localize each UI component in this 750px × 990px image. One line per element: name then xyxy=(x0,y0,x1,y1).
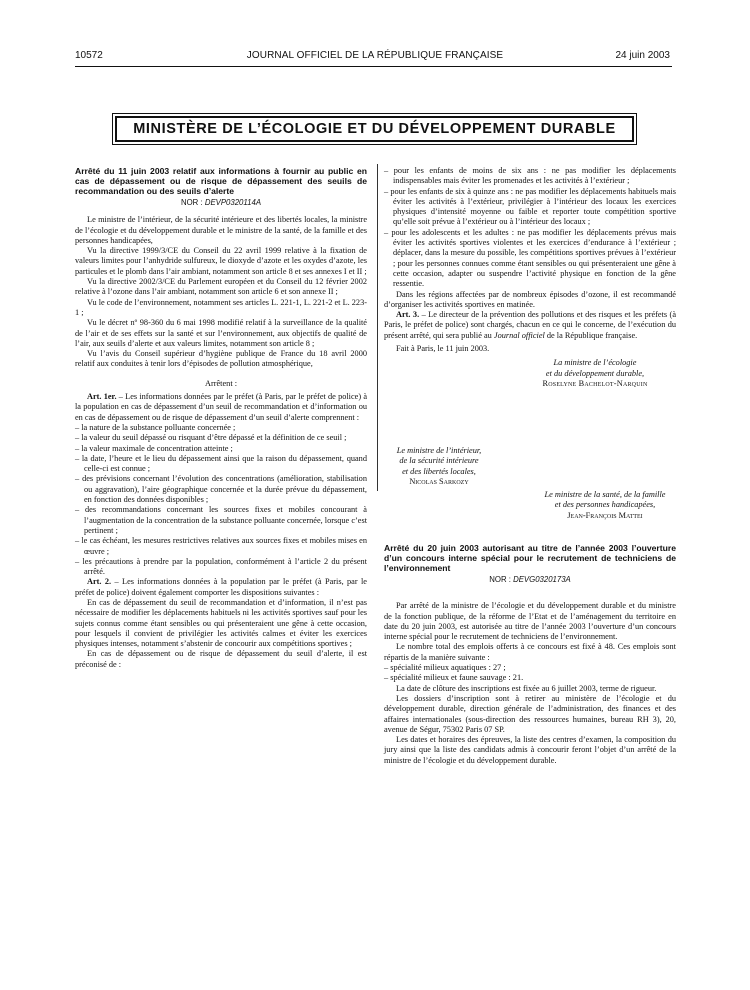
list-item: – spécialité milieux aquatiques : 27 ; xyxy=(384,663,676,673)
ministry-title: MINISTÈRE DE L’ÉCOLOGIE ET DU DÉVELOPPEMENT DURABLE xyxy=(133,121,616,137)
article-1-text: – Les informations données par le préfet (à Paris, par le préfet de police) à la population en cas de dépassement d’un seuil de recommandation et d’information ou en cas de dépassement ou de risque de dépassement d’un seuil d’alerte comprennent : xyxy=(75,392,368,422)
signature-ecologie xyxy=(514,358,676,389)
spacer xyxy=(384,592,676,601)
list-item: – pour les enfants de moins de six ans : ne pas modifier les déplacements indispensables mais éviter les promenades et les activités à l’extérieur ; xyxy=(384,166,676,187)
column-divider xyxy=(377,164,378,491)
signature-name: Jean-François Mattei xyxy=(567,510,643,520)
arrete1-title: Arrêté du 11 juin 2003 relatif aux informations à fournir au public en cas de dépassement ou de risque de dépassement des seuils de recommandation ou des seuils d’alerte xyxy=(75,166,367,196)
arrete2-paragraph: La date de clôture des inscriptions est fixée au 6 juillet 2003, terme de rigueur. xyxy=(396,683,657,693)
signature-sante xyxy=(480,490,730,521)
signature-role: Le ministre de la santé, de la famille xyxy=(544,490,666,499)
article-2-text: – Les informations données à la population par le préfet (à Paris, par le préfet de police) doivent également comporter les dispositions suivantes : xyxy=(75,577,367,597)
article-3-text-end: de la République française. xyxy=(544,330,638,340)
left-column xyxy=(75,166,367,670)
list-item: – les précautions à prendre par la population, conformément à l’article 2 du présent arrêté. xyxy=(75,557,367,578)
nor-label: NOR : xyxy=(489,575,511,584)
signature-role: et des personnes handicapées, xyxy=(554,500,656,510)
article-2-label: Art. 2. xyxy=(87,577,112,587)
list-item: – la valeur du seuil dépassé ou risquant d’être dépassé et la définition de ce seuil ; xyxy=(75,433,367,443)
nor-code: DEVG0320173A xyxy=(513,575,571,584)
page-number: 10572 xyxy=(75,50,103,61)
signature-interieur xyxy=(384,446,494,487)
preamble-paragraph: Vu la directive 1999/3/CE du Conseil du 22 avril 1999 relative à la fixation de valeurs limites pour l’anhydride sulfureux, le dioxyde d’azote et les oxydes d’azote, les particules et le plomb dans l’air ambiant, notamment son article 8 et ses annexes I et II ; xyxy=(75,246,367,276)
list-item: – des prévisions concernant l’évolution des concentrations (amélioration, stabilisation ou aggravation), l’aire géographique concernée et la durée prévue du dépassement, en fonction des données disponibles ; xyxy=(75,474,367,505)
journal-title: JOURNAL OFFICIEL DE LA RÉPUBLIQUE FRANÇAISE xyxy=(246,50,504,61)
preamble-paragraph: Le ministre de l’intérieur, de la sécurité intérieure et des libertés locales, la ministre de l’écologie et du développement durable et le ministre de la santé, de la famille et des personnes handicapées, xyxy=(75,215,367,245)
right-column xyxy=(384,166,676,389)
article-3 xyxy=(384,310,676,341)
preamble-paragraph: Vu la directive 2002/3/CE du Parlement européen et du Conseil du 12 février 2002 relative à l’ozone dans l’air ambiant, notamment son article 6 et son annexe II ; xyxy=(75,277,367,297)
arrete2-list xyxy=(384,663,676,684)
list-item: – la valeur maximale de concentration atteinte ; xyxy=(75,444,367,454)
article-3-text: – Le directeur de la prévention des pollutions et des risques et les préfets (à Paris, le préfet de police) sont chargés, chacun en ce qui le concerne, de l’exécution du présent arrêté, qui sera publié au xyxy=(384,310,677,340)
list-item: – la nature de la substance polluante concernée ; xyxy=(75,423,367,433)
article-2-list xyxy=(384,166,676,290)
article-3-journal: Journal officiel xyxy=(493,330,545,340)
arrete2-title: Arrêté du 20 juin 2003 autorisant au titre de l’année 2003 l’ouverture d’un concours interne spécial pour le recrutement de techniciens de l’environnement xyxy=(384,543,676,573)
list-item: – pour les enfants de six à quinze ans : ne pas modifier les déplacements habituels mais éviter les activités à l’extérieur, privilégier à l’intérieur des locaux les exercices physiques d’intensité moyenne ou faible et reporter toute compétition sportive qu’elle soit prévue à l’extérieur ou à l’intérieur des locaux ; xyxy=(384,187,676,228)
article-3-label: Art. 3. xyxy=(396,310,420,320)
nor-code: DEVP0320114A xyxy=(204,198,262,207)
signature-role: Le ministre de l’intérieur, xyxy=(396,446,482,455)
arrete2-section xyxy=(384,543,676,766)
issue-date: 24 juin 2003 xyxy=(615,50,670,61)
arrete2-paragraph: Les dates et horaires des épreuves, la liste des centres d’examen, la composition du jury ainsi que la liste des candidats admis à concourir feront l’objet d’un arrêté de la ministre de l’écologie et du développement durable. xyxy=(384,735,676,765)
signature-name: Roselyne Bachelot-Narquin xyxy=(542,378,648,388)
arrete1-nor xyxy=(75,198,367,208)
preamble-paragraph: Vu le décret nº 98-360 du 6 mai 1998 modifié relatif à la surveillance de la qualité de l’air et de ses effets sur la santé et sur l’environnement, aux objectifs de qualité de l’air, aux seuils d’alerte et aux valeurs limites, notamment son article 8 ; xyxy=(75,318,367,348)
list-item: – pour les adolescents et les adultes : ne pas modifier les déplacements prévus mais éviter les activités sportives violentes et les exercices d’endurance à l’extérieur ; déplacer, dans la mesure du possible, les compétitions sportives prévues à l’extérieur ; pour les personnes connues comme étant sensibles ou qui présenteraient une gêne à cette occasion, adapter ou suspendre l’activité physique en fonction de la gêne ressentie. xyxy=(384,228,676,290)
list-item: – des recommandations concernant les sources fixes et mobiles concourant à l’augmentation de la concentration de la substance polluante concernée, lorsque c’est pertinent ; xyxy=(75,505,367,536)
nor-label: NOR : xyxy=(180,198,203,207)
arretent-heading: Arrêtent : xyxy=(204,378,238,388)
arrete2-paragraph: Par arrêté de la ministre de l’écologie et du développement durable et du ministre de la fonction publique, de la réforme de l’Etat et de l’aménagement du territoire en date du 20 juin 2003, est autorisée au titre de l’année 2003 l’ouverture d’un concours interne spécial pour le recrutement de techniciens de l’environnement. xyxy=(384,601,676,642)
ministry-banner xyxy=(115,116,634,142)
signature-role: La ministre de l’écologie xyxy=(553,358,637,368)
arrete2-paragraph: Le nombre total des emplois offerts à ce concours est fixé à 48. Ces emplois sont répartis de la manière suivante : xyxy=(384,642,676,662)
article-1 xyxy=(75,392,367,423)
arrete2-paragraph: Les dossiers d’inscription sont à retirer au ministère de l’écologie et du développement durable, direction générale de l’administration, des finances et des affaires internationales (sous-direction des ressources humaines, bureau RH 3), 20, avenue de Ségur, 75302 Paris 07 SP. xyxy=(384,693,676,734)
article-1-label: Art. 1er. xyxy=(87,392,117,402)
fait-a-paris: Fait à Paris, le 11 juin 2003. xyxy=(396,344,490,354)
arrete2-nor xyxy=(384,575,676,585)
preamble-paragraph: Vu le code de l’environnement, notamment ses articles L. 221-1, L. 221-2 et L. 223-1 ; xyxy=(75,297,367,317)
signature-name: Nicolas Sarkozy xyxy=(409,476,469,486)
header-rule xyxy=(75,66,672,67)
signature-role: de la sécurité intérieure xyxy=(399,456,479,466)
page-header xyxy=(0,50,750,64)
list-item: – la date, l’heure et le lieu du dépassement ainsi que la raison du dépassement, quand celle-ci est connue ; xyxy=(75,454,367,475)
list-item: – spécialité milieux et faune sauvage : 21. xyxy=(384,673,676,683)
article-2-paragraph: En cas de dépassement du seuil de recommandation et d’information, il n’est pas nécessaire de modifier les déplacements habituels ni les activités sportives sauf pour les sujets connus comme étant sensibles ou qui présenteraient une gêne à cette occasion, pour lesquels il convient de privilégier les activités calmes et éviter les exercices physiques intenses, notamment s’abstenir de concourir aux compétitions sportives ; xyxy=(75,597,367,649)
article-2 xyxy=(75,577,367,598)
article-2-paragraph: En cas de dépassement ou de risque de dépassement du seuil d’alerte, il est préconisé de : xyxy=(75,649,367,669)
signature-role: et du développement durable, xyxy=(545,368,645,378)
article-2-paragraph: Dans les régions affectées par de nombreux épisodes d’ozone, il est recommandé d’organiser les activités sportives en matinée. xyxy=(384,289,676,309)
article-1-list xyxy=(75,423,367,577)
signature-role: et des libertés locales, xyxy=(402,466,476,476)
preamble-paragraph: Vu l’avis du Conseil supérieur d’hygiène publique de France du 18 avril 2000 relatif aux conduites à tenir lors d’épisodes de pollution atmosphérique, xyxy=(75,349,367,369)
list-item: – le cas échéant, les mesures restrictives relatives aux sources fixes et mobiles mises en œuvre ; xyxy=(75,536,367,557)
